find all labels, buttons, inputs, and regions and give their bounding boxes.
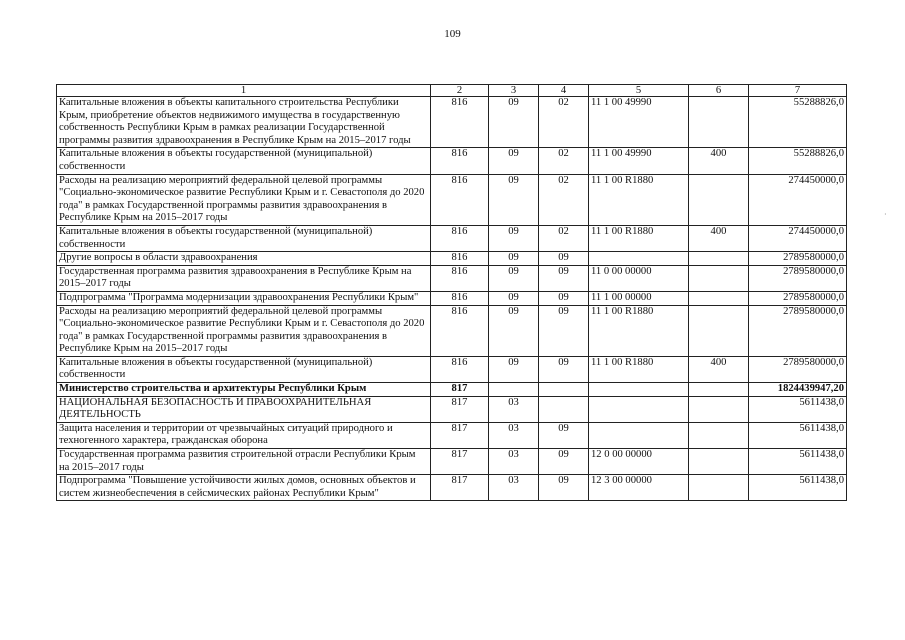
row-section-code [489, 383, 539, 397]
row-target-article: 11 1 00 R1880 [589, 225, 689, 251]
row-subsection-code: 09 [539, 265, 589, 291]
row-subsection-code: 02 [539, 225, 589, 251]
row-section-code: 03 [489, 396, 539, 422]
row-expense-type [689, 305, 749, 356]
row-subsection-code: 02 [539, 97, 589, 148]
row-ministry-code: 816 [431, 252, 489, 266]
row-ministry-code: 817 [431, 422, 489, 448]
row-expense-type [689, 475, 749, 501]
row-ministry-code: 816 [431, 291, 489, 305]
row-section-code: 09 [489, 305, 539, 356]
row-amount: 2789580000,0 [749, 252, 847, 266]
row-section-code: 09 [489, 174, 539, 225]
header-cell: 2 [431, 85, 489, 97]
row-section-code: 03 [489, 449, 539, 475]
row-section-code: 09 [489, 265, 539, 291]
row-subsection-code: 02 [539, 174, 589, 225]
row-ministry-code: 816 [431, 148, 489, 174]
row-expense-type [689, 396, 749, 422]
table-row [57, 383, 847, 397]
row-amount: 2789580000,0 [749, 356, 847, 382]
row-ministry-code: 817 [431, 396, 489, 422]
row-amount: 55288826,0 [749, 148, 847, 174]
row-description: Расходы на реализацию мероприятий федеральной целевой программы "Социально-экономическое развитие Республики Крым и г. Севастополя до 2020 года" в рамках Государственной программы развития здравоохранения в Республике Крым на 2015–2017 годы [57, 174, 431, 225]
row-target-article: 12 3 00 00000 [589, 475, 689, 501]
row-description: Капитальные вложения в объекты государственной (муниципальной) собственности [57, 148, 431, 174]
table-row [57, 305, 847, 356]
row-subsection-code: 09 [539, 422, 589, 448]
row-expense-type [689, 97, 749, 148]
row-expense-type [689, 291, 749, 305]
row-subsection-code: 09 [539, 449, 589, 475]
row-target-article [589, 252, 689, 266]
row-ministry-code: 817 [431, 475, 489, 501]
row-target-article: 11 1 00 49990 [589, 97, 689, 148]
row-target-article: 11 1 00 R1880 [589, 305, 689, 356]
row-description: Капитальные вложения в объекты государственной (муниципальной) собственности [57, 225, 431, 251]
page-number: 109 [444, 28, 461, 40]
row-target-article [589, 422, 689, 448]
row-amount: 2789580000,0 [749, 291, 847, 305]
header-cell: 5 [589, 85, 689, 97]
row-amount: 5611438,0 [749, 396, 847, 422]
row-section-code: 03 [489, 475, 539, 501]
header-cell: 4 [539, 85, 589, 97]
row-target-article: 11 1 00 R1880 [589, 356, 689, 382]
row-description: Защита населения и территории от чрезвычайных ситуаций природного и техногенного характера, гражданская оборона [57, 422, 431, 448]
row-target-article: 11 1 00 R1880 [589, 174, 689, 225]
table-row [57, 265, 847, 291]
table-row [57, 291, 847, 305]
table-row [57, 97, 847, 148]
row-amount: 2789580000,0 [749, 265, 847, 291]
header-cell: 7 [749, 85, 847, 97]
row-ministry-code: 817 [431, 383, 489, 397]
scan-mark: · [884, 210, 887, 219]
row-ministry-code: 816 [431, 97, 489, 148]
row-amount: 274450000,0 [749, 174, 847, 225]
row-subsection-code: 09 [539, 356, 589, 382]
row-amount: 1824439947,20 [749, 383, 847, 397]
row-amount: 274450000,0 [749, 225, 847, 251]
row-amount: 5611438,0 [749, 475, 847, 501]
row-expense-type [689, 449, 749, 475]
row-ministry-code: 816 [431, 356, 489, 382]
row-subsection-code: 09 [539, 291, 589, 305]
row-section-code: 09 [489, 148, 539, 174]
row-ministry-code: 816 [431, 265, 489, 291]
row-ministry-code: 816 [431, 225, 489, 251]
row-section-code: 09 [489, 252, 539, 266]
row-description: Министерство строительства и архитектуры Республики Крым [57, 383, 431, 397]
row-section-code: 09 [489, 97, 539, 148]
table-body [57, 97, 847, 501]
row-target-article: 11 1 00 49990 [589, 148, 689, 174]
table-row [57, 422, 847, 448]
row-expense-type [689, 174, 749, 225]
table-row [57, 225, 847, 251]
row-target-article [589, 383, 689, 397]
row-subsection-code [539, 396, 589, 422]
row-description: Подпрограмма "Повышение устойчивости жилых домов, основных объектов и систем жизнеобеспечения в сейсмических районах Республики Крым" [57, 475, 431, 501]
row-target-article [589, 396, 689, 422]
row-expense-type [689, 252, 749, 266]
row-subsection-code: 09 [539, 305, 589, 356]
row-amount: 55288826,0 [749, 97, 847, 148]
row-description: Государственная программа развития строительной отрасли Республики Крым на 2015–2017 годы [57, 449, 431, 475]
row-target-article: 12 0 00 00000 [589, 449, 689, 475]
table-row [57, 148, 847, 174]
table-row [57, 396, 847, 422]
row-expense-type: 400 [689, 356, 749, 382]
row-description: Государственная программа развития здравоохранения в Республике Крым на 2015–2017 годы [57, 265, 431, 291]
row-expense-type [689, 383, 749, 397]
table-row [57, 449, 847, 475]
row-description: НАЦИОНАЛЬНАЯ БЕЗОПАСНОСТЬ И ПРАВООХРАНИТЕЛЬНАЯ ДЕЯТЕЛЬНОСТЬ [57, 396, 431, 422]
row-description: Капитальные вложения в объекты государственной (муниципальной) собственности [57, 356, 431, 382]
row-description: Капитальные вложения в объекты капитального строительства Республики Крым, приобретение объектов недвижимого имущества в государственную собственность Республики Крым в рамках реализации Государственной программы развития здравоохранения в Республике Крым на 2015–2017 годы [57, 97, 431, 148]
row-expense-type [689, 265, 749, 291]
header-cell: 6 [689, 85, 749, 97]
row-subsection-code: 09 [539, 475, 589, 501]
row-expense-type: 400 [689, 148, 749, 174]
row-subsection-code: 09 [539, 252, 589, 266]
row-amount: 5611438,0 [749, 449, 847, 475]
row-amount: 5611438,0 [749, 422, 847, 448]
header-row [57, 85, 847, 97]
table-row [57, 252, 847, 266]
row-description: Другие вопросы в области здравоохранения [57, 252, 431, 266]
row-description: Подпрограмма "Программа модернизации здравоохранения Республики Крым" [57, 291, 431, 305]
row-subsection-code: 02 [539, 148, 589, 174]
table-row [57, 356, 847, 382]
header-cell: 3 [489, 85, 539, 97]
budget-table [56, 84, 847, 501]
row-expense-type: 400 [689, 225, 749, 251]
row-section-code: 09 [489, 225, 539, 251]
row-target-article: 11 1 00 00000 [589, 291, 689, 305]
row-ministry-code: 816 [431, 305, 489, 356]
table-row [57, 475, 847, 501]
row-expense-type [689, 422, 749, 448]
row-section-code: 09 [489, 356, 539, 382]
row-subsection-code [539, 383, 589, 397]
row-ministry-code: 816 [431, 174, 489, 225]
row-target-article: 11 0 00 00000 [589, 265, 689, 291]
header-cell: 1 [57, 85, 431, 97]
row-description: Расходы на реализацию мероприятий федеральной целевой программы "Социально-экономическое развитие Республики Крым и г. Севастополя до 2020 года" в рамках Государственной программы развития здравоохранения в Республике Крым на 2015–2017 годы [57, 305, 431, 356]
table-row [57, 174, 847, 225]
row-section-code: 09 [489, 291, 539, 305]
row-section-code: 03 [489, 422, 539, 448]
row-amount: 2789580000,0 [749, 305, 847, 356]
row-ministry-code: 817 [431, 449, 489, 475]
